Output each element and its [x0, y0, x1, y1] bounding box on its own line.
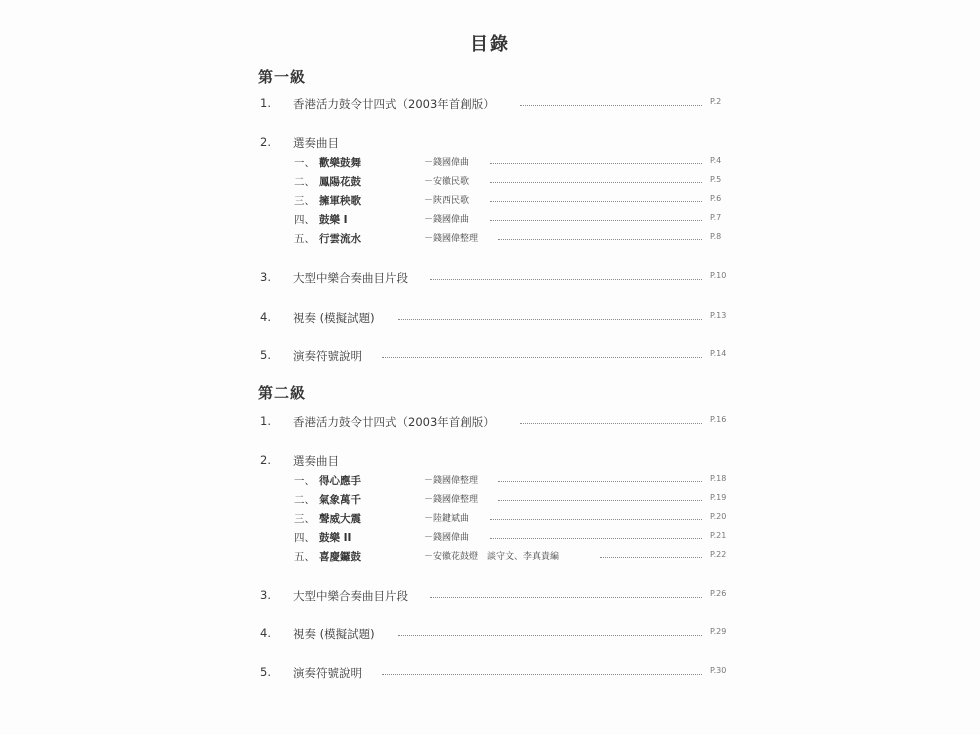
dot-leader — [382, 357, 702, 358]
piece-composer: －陝西民歌 — [424, 193, 473, 206]
piece-page: P.4 — [710, 156, 722, 165]
entry-number: 1. — [260, 414, 271, 428]
entry-title: 視奏 (模擬試題) — [293, 310, 379, 326]
piece-composer: －安徽民歌 — [424, 174, 473, 187]
entry-page: P.2 — [710, 97, 722, 106]
piece-name: 歡樂鼓舞 — [319, 157, 361, 169]
entry-page: P.13 — [710, 311, 727, 320]
entry-number: 1. — [260, 96, 271, 110]
entry-title: 視奏 (模擬試題) — [293, 626, 379, 642]
dot-leader — [498, 500, 702, 501]
piece-ordinal: 四、 — [294, 532, 315, 544]
dot-leader — [498, 239, 702, 240]
piece-ordinal: 五、 — [294, 551, 315, 563]
piece-row[interactable] — [0, 212, 980, 226]
piece-name: 擁軍秧歌 — [319, 195, 361, 207]
dot-leader — [498, 481, 702, 482]
piece-ordinal: 一、 — [294, 157, 315, 169]
toc-entry[interactable] — [0, 96, 980, 112]
entry-title: 演奏符號說明 — [293, 665, 366, 681]
piece-row[interactable] — [0, 549, 980, 563]
dot-leader — [430, 597, 702, 598]
entry-number: 5. — [260, 348, 271, 362]
toc-entry — [0, 135, 980, 151]
level-2-heading: 第二級 — [258, 384, 307, 402]
toc-title: 目錄 — [470, 34, 510, 55]
piece-row[interactable] — [0, 473, 980, 487]
piece-name: 鳳陽花鼓 — [319, 176, 361, 188]
piece-page: P.18 — [710, 474, 727, 483]
piece-composer: －陸鍵斌曲 — [424, 511, 473, 524]
dot-leader — [398, 319, 702, 320]
piece-page: P.20 — [710, 512, 727, 521]
entry-page: P.30 — [710, 666, 727, 675]
piece-composer: －錢國偉曲 — [424, 155, 473, 168]
piece-row[interactable] — [0, 492, 980, 506]
piece-row[interactable] — [0, 155, 980, 169]
piece-row[interactable] — [0, 511, 980, 525]
entry-page: P.16 — [710, 415, 727, 424]
dot-leader — [600, 557, 702, 558]
entry-title: 香港活力鼓令廿四式（2003年首創版） — [293, 96, 499, 112]
toc-entry[interactable] — [0, 348, 980, 364]
piece-composer: －錢國偉曲 — [424, 530, 473, 543]
toc-entry — [0, 453, 980, 469]
piece-ordinal: 三、 — [294, 195, 315, 207]
piece-page: P.22 — [710, 550, 727, 559]
dot-leader — [490, 538, 702, 539]
piece-name: 鼓樂 I — [319, 214, 348, 226]
dot-leader — [520, 105, 702, 106]
toc-entry[interactable] — [0, 310, 980, 326]
entry-page: P.14 — [710, 349, 727, 358]
piece-composer: －錢國偉整理 — [424, 492, 482, 505]
piece-row[interactable] — [0, 174, 980, 188]
entry-title: 選奏曲目 — [293, 453, 343, 469]
piece-composer: －錢國偉曲 — [424, 212, 473, 225]
piece-ordinal: 五、 — [294, 233, 315, 245]
piece-composer: －錢國偉整理 — [424, 473, 482, 486]
dot-leader — [430, 279, 702, 280]
piece-composer: －錢國偉整理 — [424, 231, 482, 244]
piece-ordinal: 三、 — [294, 513, 315, 525]
piece-page: P.8 — [710, 232, 722, 241]
entry-page: P.10 — [710, 271, 727, 280]
piece-ordinal: 四、 — [294, 214, 315, 226]
piece-name: 行雲流水 — [319, 233, 361, 245]
dot-leader — [382, 674, 702, 675]
entry-number: 4. — [260, 626, 271, 640]
dot-leader — [398, 635, 702, 636]
entry-number: 4. — [260, 310, 271, 324]
piece-page: P.5 — [710, 175, 722, 184]
entry-title: 演奏符號說明 — [293, 348, 366, 364]
entry-number: 5. — [260, 665, 271, 679]
entry-number: 3. — [260, 588, 271, 602]
entry-number: 2. — [260, 135, 271, 149]
toc-entry[interactable] — [0, 626, 980, 642]
dot-leader — [490, 163, 702, 164]
entry-title: 大型中樂合奏曲目片段 — [293, 588, 412, 604]
dot-leader — [490, 182, 702, 183]
piece-ordinal: 二、 — [294, 176, 315, 188]
piece-row[interactable] — [0, 231, 980, 245]
entry-title: 選奏曲目 — [293, 135, 343, 151]
piece-name: 喜慶鑼鼓 — [319, 551, 361, 563]
piece-row[interactable] — [0, 193, 980, 207]
dot-leader — [520, 423, 702, 424]
piece-name: 鼓樂 II — [319, 532, 352, 544]
dot-leader — [490, 519, 702, 520]
toc-entry[interactable] — [0, 588, 980, 604]
entry-number: 2. — [260, 453, 271, 467]
entry-number: 3. — [260, 270, 271, 284]
entry-page: P.26 — [710, 589, 727, 598]
piece-ordinal: 二、 — [294, 494, 315, 506]
piece-page: P.21 — [710, 531, 727, 540]
level-1-heading: 第一級 — [258, 68, 307, 86]
dot-leader — [490, 220, 702, 221]
dot-leader — [490, 201, 702, 202]
piece-page: P.19 — [710, 493, 727, 502]
piece-name: 氣象萬千 — [319, 494, 361, 506]
piece-page: P.7 — [710, 213, 722, 222]
piece-name: 聲威大震 — [319, 513, 361, 525]
piece-composer: －安徽花鼓燈 談守文、李真貴編 — [424, 549, 563, 562]
toc-entry[interactable] — [0, 270, 980, 286]
toc-entry[interactable] — [0, 665, 980, 681]
piece-name: 得心應手 — [319, 475, 361, 487]
entry-title: 香港活力鼓令廿四式（2003年首創版） — [293, 414, 499, 430]
piece-row[interactable] — [0, 530, 980, 544]
piece-page: P.6 — [710, 194, 722, 203]
entry-page: P.29 — [710, 627, 727, 636]
piece-ordinal: 一、 — [294, 475, 315, 487]
toc-entry[interactable] — [0, 414, 980, 430]
entry-title: 大型中樂合奏曲目片段 — [293, 270, 412, 286]
